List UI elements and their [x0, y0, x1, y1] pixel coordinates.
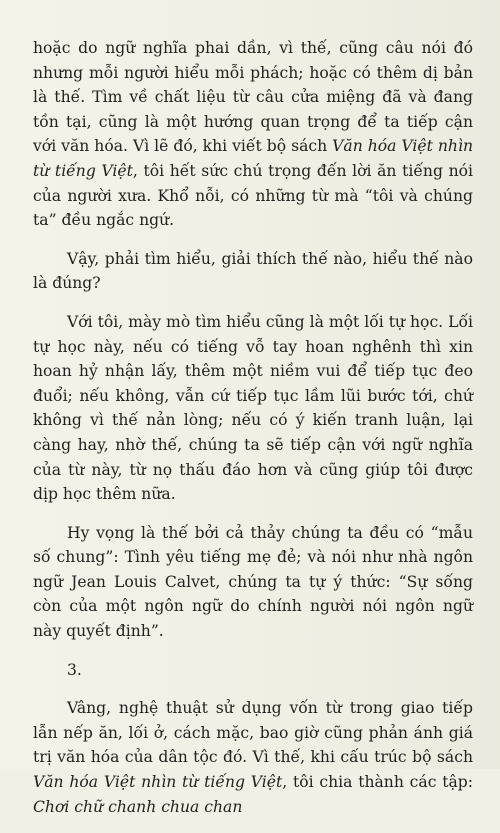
- paragraph-1-text-b: , tôi hết sức chú trọng đến lời ăn tiếng nói của người xưa. Khổ nỗi, có những từ mà “tôi và chúng ta” đều ngắc ngứ.: [33, 161, 473, 230]
- book-title-italic-2: Văn hóa Việt nhìn từ tiếng Việt: [33, 773, 283, 792]
- paragraph-4: [33, 521, 473, 644]
- paragraph-1: [33, 36, 473, 233]
- paragraph-4-text: Hy vọng là thế bởi cả thảy chúng ta đều có “mẫu số chung”: Tình yêu tiếng mẹ đẻ; và nói như nhà ngôn ngữ Jean Louis Calvet, chúng ta tự ý thức: “Sự sống còn của một ngôn ngữ do chính người nói ngôn ngữ này quyết định”.: [33, 523, 473, 641]
- paragraph-3-text: Với tôi, mày mò tìm hiểu cũng là một lối tự học. Lối tự học này, nếu có tiếng vỗ tay hoan nghênh thì xin hoan hỷ nhận lấy, thêm một niềm vui để tiếp tục đeo đuổi; nếu không, vẫn cứ tiếp tục lầm lũi bước tới, chứ không vì thế nản lòng; nếu có ý kiến tranh luận, lại càng hay, nhờ thế, chúng ta sẽ tiếp cận với ngữ nghĩa của từ này, từ nọ thấu đáo hơn và cũng giúp tôi được dịp học thêm nữa.: [33, 312, 473, 504]
- paragraph-2: [33, 247, 473, 296]
- paragraph-2-text: Vậy, phải tìm hiểu, giải thích thế nào, hiểu thế nào là đúng?: [33, 249, 473, 293]
- paragraph-6-text-a: Vâng, nghệ thuật sử dụng vốn từ trong giao tiếp lẫn nếp ăn, lối ở, cách mặc, bao giờ cũng phản ánh giá trị văn hóa của dân tộc đó. Vì thế, khi cấu trúc bộ sách: [33, 699, 473, 767]
- paragraph-6: [33, 696, 473, 819]
- section-number-text: 3.: [67, 660, 82, 679]
- section-number: [33, 658, 473, 683]
- paragraph-1-text-a: hoặc do ngữ nghĩa phai dần, vì thế, cũng câu nói đó nhưng mỗi người hiểu mỗi phách; hoặc có thêm dị bản là thế. Tìm về chất liệu từ câu cửa miệng đã và đang tồn tại, cũng là một hướng quan trọng để ta tiếp cận với văn hóa. Vì lẽ đó, khi viết bộ sách: [33, 39, 473, 156]
- book-title-italic: Văn hóa Việt nhìn từ tiếng Việt: [33, 137, 473, 180]
- paragraph-3: [33, 310, 473, 507]
- volume-title-italic: Chơi chữ chanh chua chan: [33, 797, 243, 816]
- page-body-text: [33, 36, 473, 833]
- paragraph-6-text-b: , tôi chia thành các tập:: [282, 773, 474, 792]
